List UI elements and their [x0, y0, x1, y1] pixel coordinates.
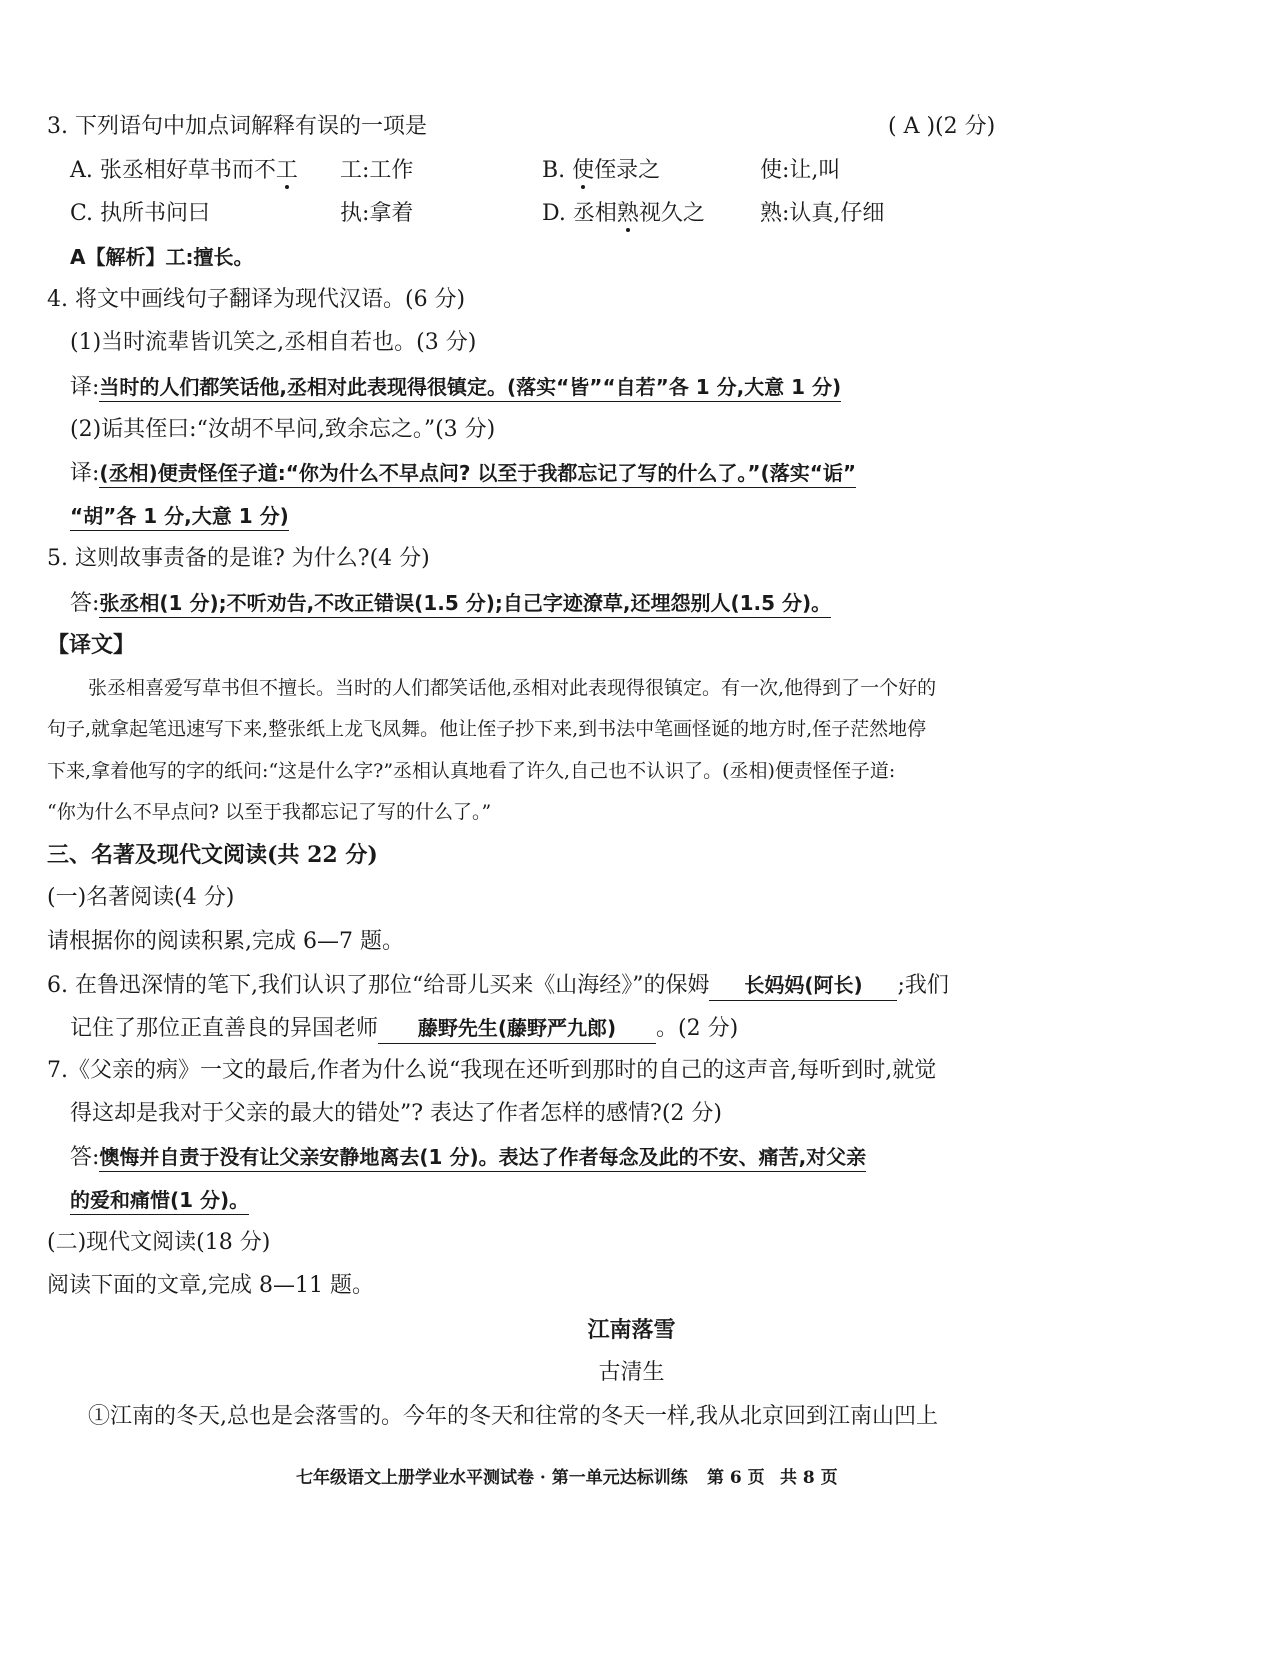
q7-stem-line-1: 7.《父亲的病》一文的最后,作者为什么说“我现在还听到那时的自己的这声音,每听到时,就觉	[47, 1058, 937, 1083]
q6-text-2: 记住了那位正直善良的异国老师	[70, 1016, 379, 1041]
article-paragraph-1: ①江南的冬天,总也是会落雪的。今年的冬天和往常的冬天一样,我从北京回到江南山凹上	[88, 1404, 938, 1429]
q3-option-a-text: A. 张丞相好草书而不	[70, 158, 276, 183]
q4-answer-2-part1: (丞相)便责怪侄子道:“你为什么不早点问? 以至于我都忘记了写的什么了。”(落实“诟”	[99, 461, 856, 488]
q5-answer-line	[70, 588, 831, 619]
q3-option-d-prefix: D. 丞相	[542, 201, 617, 226]
q7-answer-part1: 懊悔并自责于没有让父亲安静地离去(1 分)。表达了作者每念及此的不安、痛苦,对父亲	[99, 1145, 866, 1172]
part2-intro: 阅读下面的文章,完成 8—11 题。	[47, 1273, 374, 1298]
q3-option-a	[70, 156, 298, 186]
q4-answer-2-line	[70, 458, 856, 489]
q6-text-1: 6. 在鲁迅深情的笔下,我们认识了那位“给哥儿买来《山海经》”的保姆	[47, 973, 710, 998]
q3-option-c-gloss: 执:拿着	[340, 201, 414, 226]
q3-option-b	[542, 156, 660, 186]
q4-answer-2-part2: “胡”各 1 分,大意 1 分)	[70, 504, 289, 531]
q4-sentence-2: (2)诟其侄曰:“汝胡不早问,致余忘之。”(3 分)	[70, 417, 496, 442]
q6-blank-1: 长妈妈(阿长)	[709, 970, 897, 1001]
q6-text-1-post: ;我们	[897, 973, 949, 998]
q3-analysis: A【解析】工:擅长。	[70, 245, 254, 269]
footer-title: 七年级语文上册学业水平测试卷 · 第一单元达标训练	[296, 1468, 688, 1488]
q3-option-c: C. 执所书问曰	[70, 201, 211, 226]
q4-sentence-1: (1)当时流辈皆讥笑之,丞相自若也。(3 分)	[70, 330, 477, 355]
q3-option-d-gloss: 熟:认真,仔细	[760, 201, 885, 226]
translation-line: “你为什么不早点问? 以至于我都忘记了写的什么了。”	[47, 801, 492, 823]
q3-option-d-dotted-word: 熟	[616, 201, 639, 226]
q5-stem: 5. 这则故事责备的是谁? 为什么?(4 分)	[47, 546, 430, 571]
q3-option-b-prefix: B.	[542, 158, 573, 183]
footer-page-number: 第 6 页	[707, 1468, 765, 1488]
q5-answer: 张丞相(1 分);不听劝告,不改正错误(1.5 分);自己字迹潦草,还埋怨别人(1.5 分)。	[99, 591, 831, 618]
q6-blank-2: 藤野先生(藤野严九郎)	[378, 1013, 656, 1044]
q7-answer-line-1	[70, 1142, 866, 1173]
section-3-intro1: 请根据你的阅读积累,完成 6—7 题。	[47, 929, 404, 954]
q4-answer-1: 当时的人们都笑话他,丞相对此表现得很镇定。(落实“皆”“自若”各 1 分,大意 1 分)	[99, 375, 841, 402]
section-3-heading: 三、名著及现代文阅读(共 22 分)	[47, 842, 378, 868]
q7-answer-label: 答:	[70, 1145, 100, 1170]
q3-option-b-gloss: 使:让,叫	[760, 158, 841, 183]
q7-stem-line-2: 得这却是我对于父亲的最大的错处”? 表达了作者怎样的感情?(2 分)	[70, 1101, 722, 1126]
translation-line: 下来,拿着他写的字的纸问:“这是什么字?”丞相认真地看了许久,自己也不认识了。(丞相)便责怪侄子道:	[47, 760, 896, 782]
section-3-sub1: (一)名著阅读(4 分)	[47, 885, 235, 910]
translation-heading: 【译文】	[47, 632, 136, 658]
q3-answer: ( A )(2 分)	[888, 114, 996, 139]
q4-answer-1-label: 译:	[70, 375, 100, 400]
footer-total-pages: 共 8 页	[780, 1468, 838, 1488]
q3-option-a-dotted-word: 工	[275, 158, 298, 183]
article-author: 古清生	[598, 1360, 665, 1385]
article-title: 江南落雪	[587, 1317, 676, 1343]
q4-answer-1-line	[70, 372, 841, 403]
q5-answer-label: 答:	[70, 591, 100, 616]
translation-line: 张丞相喜爱写草书但不擅长。当时的人们都笑话他,丞相对此表现得很镇定。有一次,他得到了一个好的	[88, 677, 937, 699]
q4-answer-2-line2	[70, 501, 289, 532]
q3-option-b-text: 侄录之	[594, 158, 661, 183]
q4-answer-2-label: 译:	[70, 461, 100, 486]
q3-option-a-gloss: 工:工作	[340, 158, 414, 183]
q6-text-2-post: 。(2 分)	[656, 1016, 739, 1041]
q3-option-b-dotted-word: 使	[572, 158, 595, 183]
q3-option-d	[542, 199, 705, 229]
translation-line: 句子,就拿起笔迅速写下来,整张纸上龙飞凤舞。他让侄子抄下来,到书法中笔画怪诞的地方时,侄子茫然地停	[47, 718, 927, 740]
q6-line-2	[70, 1013, 738, 1044]
q3-option-d-text: 视久之	[638, 201, 705, 226]
q6-line-1	[47, 970, 949, 1001]
q7-answer-line-2	[70, 1185, 249, 1216]
q3-stem: 3. 下列语句中加点词解释有误的一项是	[47, 114, 427, 139]
q4-stem: 4. 将文中画线句子翻译为现代汉语。(6 分)	[47, 287, 466, 312]
q7-answer-part2: 的爱和痛惜(1 分)。	[70, 1188, 249, 1215]
part2-sub-heading: (二)现代文阅读(18 分)	[47, 1230, 271, 1255]
